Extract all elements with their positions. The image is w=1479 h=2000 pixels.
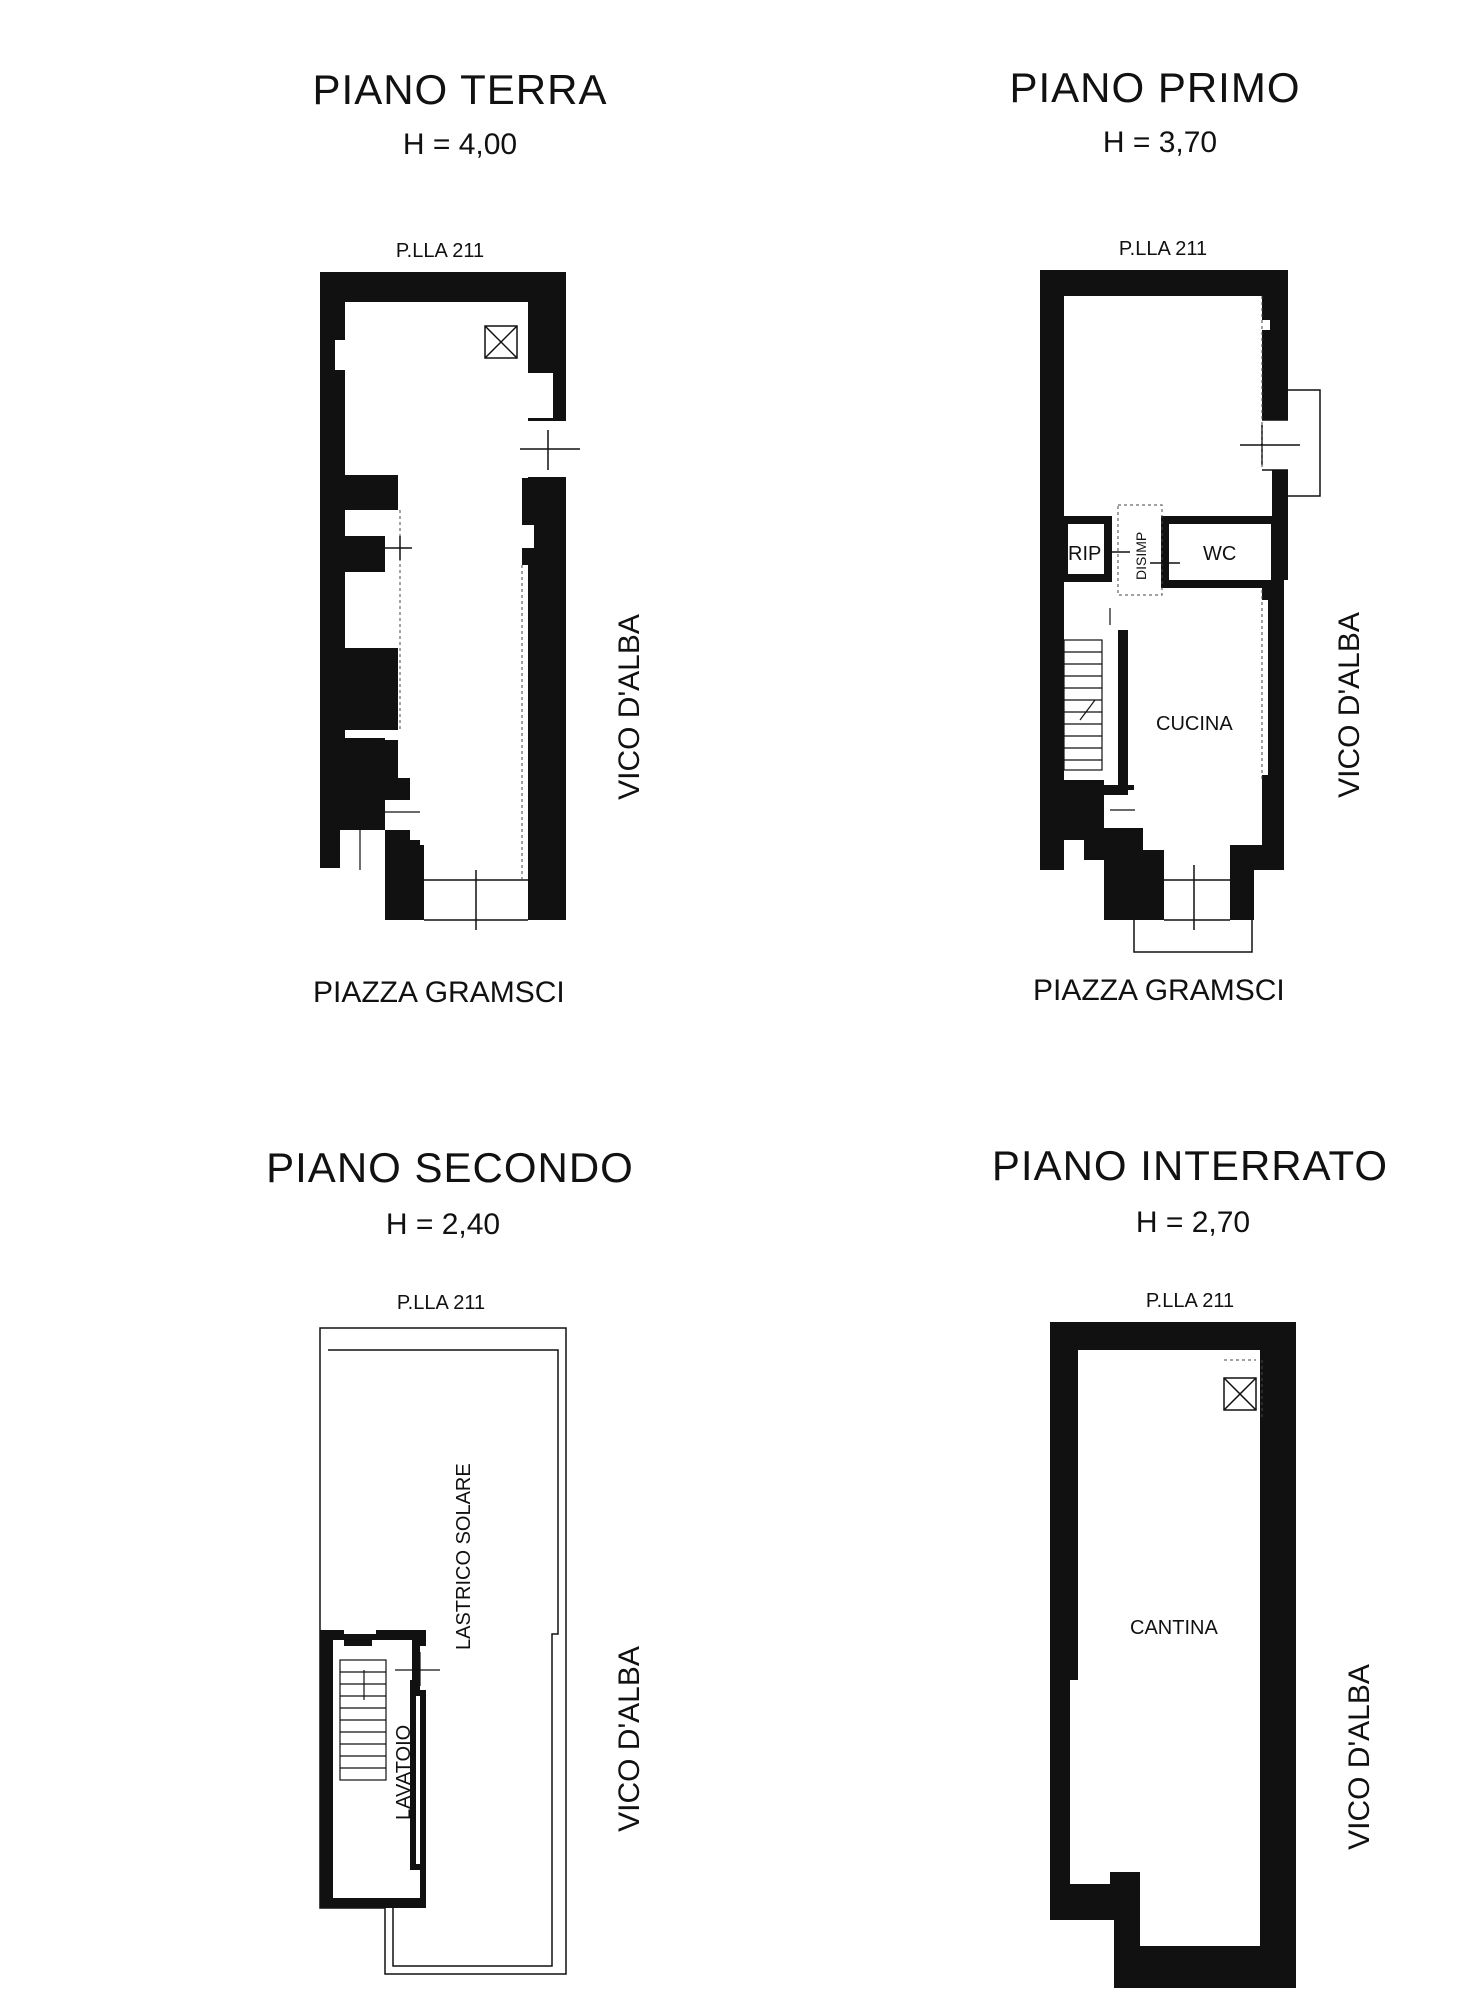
terra-street-south: PIAZZA GRAMSCI xyxy=(313,976,565,1009)
terra-wc-label: WC xyxy=(350,543,384,565)
interrato-walls xyxy=(1050,1322,1296,1988)
interrato-parcel: P.LLA 211 xyxy=(1145,1290,1235,1312)
secondo-parcel: P.LLA 211 xyxy=(396,1292,486,1314)
interrato-height: H = 2,70 xyxy=(1135,1206,1251,1239)
interrato-plan xyxy=(1050,1322,1296,1988)
primo-wc-label: WC xyxy=(1203,543,1237,565)
primo-walls xyxy=(1040,270,1288,920)
primo-street-south: PIAZZA GRAMSCI xyxy=(1033,974,1285,1007)
secondo-terrace-outline xyxy=(320,1328,566,1974)
interrato-street-east: VICO D'ALBA xyxy=(1343,1664,1376,1850)
secondo-street-east: VICO D'ALBA xyxy=(613,1646,646,1832)
secondo-lavatoio-label: LAVATOIO xyxy=(393,1724,415,1820)
interrato-title: PIANO INTERRATO xyxy=(991,1142,1389,1189)
secondo-plan xyxy=(320,1328,566,1974)
primo-parcel: P.LLA 211 xyxy=(1118,238,1208,260)
terra-parcel: P.LLA 211 xyxy=(395,240,485,262)
terra-title: PIANO TERRA xyxy=(312,66,608,113)
primo-street-east: VICO D'ALBA xyxy=(1333,612,1366,798)
secondo-title: PIANO SECONDO xyxy=(266,1144,634,1191)
primo-cucina-label: CUCINA xyxy=(1156,713,1233,735)
primo-rip-label: RIP xyxy=(1068,543,1102,565)
terra-height: H = 4,00 xyxy=(402,128,518,161)
terra-plan xyxy=(320,272,580,930)
primo-plan xyxy=(1040,270,1320,952)
terra-street-east: VICO D'ALBA xyxy=(613,614,646,800)
terra-walls xyxy=(320,272,566,920)
secondo-height: H = 2,40 xyxy=(385,1208,501,1241)
secondo-lastrico-label: LASTRICO SOLARE xyxy=(453,1463,475,1650)
primo-title: PIANO PRIMO xyxy=(1009,64,1301,111)
primo-height: H = 3,70 xyxy=(1102,126,1218,159)
interrato-cantina-label: CANTINA xyxy=(1130,1617,1218,1639)
primo-disimp-label: DISIMP xyxy=(1133,531,1149,580)
